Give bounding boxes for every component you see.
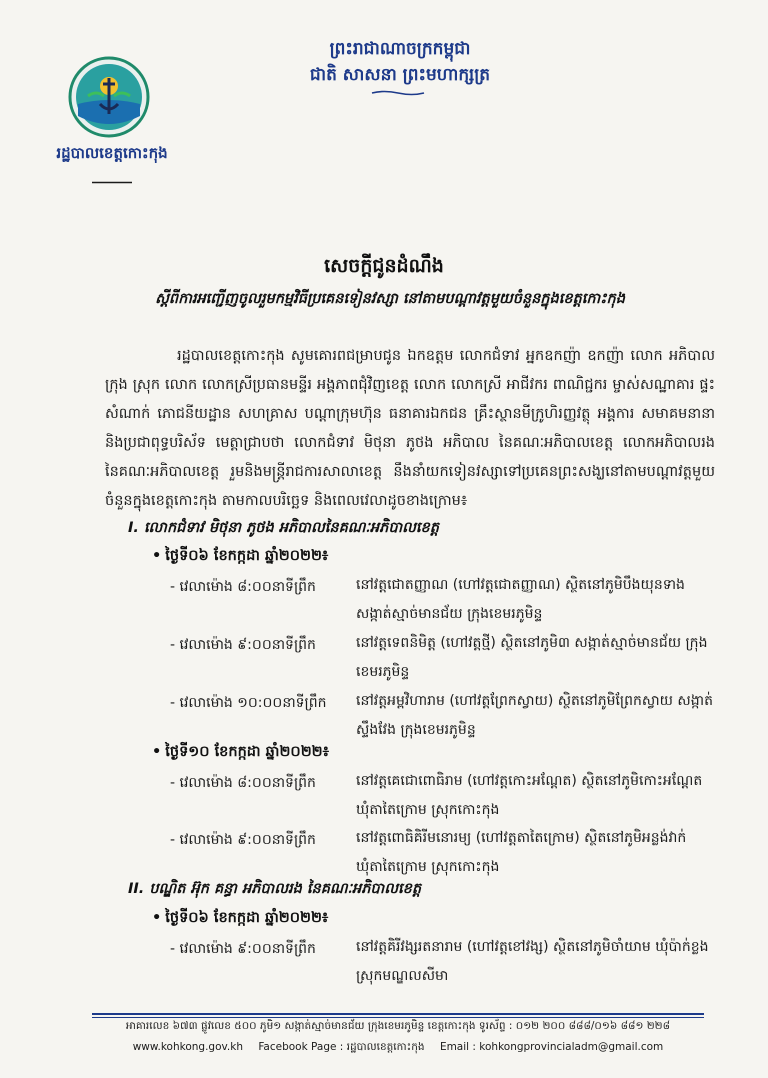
announcement-text: រដ្ឋបាលខេត្តកោះកុង សូមគោរពជម្រាបជូន ឯកឧត្តម លោកជំទាវ អ្នកឧកញ៉ា ឧកញ៉ា លោក អភិបាលក្រុង ស្រុក លោក លោកស្រីប្រធានមន្ទីរ អង្គភាពជុំវិញខេត្ត លោក លោកស្រី អាជីវករ ពាណិជ្ជករ ម្ចាស់សណ្ឋាគារ ផ្ទះសំណាក់ ភោជនីយដ្ឋាន សហគ្រាស បណ្តាក្រុមហ៊ុន ធនាគារឯកជន គ្រឹះស្ថានមីក្រូហិរញ្ញវត្ថុ អង្គការ សមាគមនានា និងប្រជាពុទ្ធបរិស័ទ មេត្តាជ្រាបថា លោកជំទាវ មិថុនា ភូថង អភិបាល នៃគណៈអភិបាលខេត្ត លោកអភិបាលរង នៃគណៈអភិបាលខេត្ត រួមនិងមន្ត្រីរាជការសាលាខេត្ត នឹងនាំយកទៀនវស្សាទៅប្រគេនព្រះសង្ឃនៅតាមបណ្តាវត្តមួយចំនួនក្នុងខេត្តកោះកុង តាមកាលបរិច្ឆេទ និងពេលវេលាដូចខាងក្រោម៖	[105, 348, 715, 509]
date-line	[152, 547, 328, 568]
footer-website-link[interactable]: www.kohkong.gov.kh	[132, 1041, 243, 1053]
slot-place: នៅវត្តជោតញ្ញាណ (ហៅវត្តជោតញ្ញាណ) ស្ថិតនៅភូមិបឹងយុនទាង សង្កាត់ស្មាច់មានជ័យ ក្រុងខេមរភូមិន្ទ	[356, 577, 685, 622]
slot-place: នៅវត្តគេជោពោធិរាម (ហៅវត្តកោះអណ្តែត) ស្ថិតនៅភូមិកោះអណ្តែត ឃុំតាតៃក្រោម ស្រុកកោះកុង	[356, 773, 703, 818]
slot-time: - វេលាម៉ោង ៩:០០នាទីព្រឹក	[170, 832, 316, 848]
footer-facebook: Facebook Page : រដ្ឋបាលខេត្តកោះកុង	[258, 1041, 425, 1053]
kingdom-heading: ព្រះរាជាណាចក្រកម្ពុជា	[329, 39, 471, 59]
slot-place: នៅវត្តពោធិគិរីមនោរម្យ (ហៅវត្តតាតៃក្រោម) ស្ថិតនៅភូមិអន្លង់វាក់ ឃុំតាតៃក្រោម ស្រុកកោះកុង	[356, 830, 687, 875]
announcement-body	[105, 342, 715, 516]
slot-time: - វេលាម៉ោង ៨:០០នាទីព្រឹក	[170, 579, 316, 595]
office-ornament-icon	[90, 180, 134, 185]
date-text: ថ្ងៃទី០៦ ខែកក្កដា ឆ្នាំ២០២២៖	[165, 548, 329, 564]
section-heading: II. បណ្ឌិត អ៊ុក គន្ធា អភិបាលរង នៃគណៈអភិបាលខេត្ត	[128, 881, 422, 897]
date-text: ថ្ងៃទី០៦ ខែកក្កដា ឆ្នាំ២០២២៖	[165, 910, 329, 926]
bullet-icon: •	[152, 744, 162, 760]
footer-address: អាគារលេខ ៦៧៣ ផ្លូវលេខ ៥០០ ភូមិ១ សង្កាត់ស្មាច់មានជ័យ ក្រុងខេមរភូមិន្ទ ខេត្តកោះកុង ទូរស័ព្ទ : ០១២ ២០០ ៨៨៨/០១៦ ៨៨១ ២២៨	[125, 1020, 671, 1032]
footer-divider-thin	[92, 1017, 704, 1018]
bullet-icon: •	[152, 548, 162, 564]
footer-email[interactable]: Email : kohkongprovincialadm@gmail.com	[439, 1041, 664, 1053]
slot-time: - វេលាម៉ោង ៩:០០នាទីព្រឹក	[170, 941, 316, 957]
footer-contacts	[92, 1041, 704, 1056]
national-motto: ជាតិ សាសនា ព្រះមហាក្សត្រ	[309, 65, 491, 85]
office-name: រដ្ឋបាលខេត្តកោះកុង	[56, 144, 168, 162]
footer-divider	[92, 1013, 704, 1015]
provincial-seal-logo	[68, 56, 150, 138]
slot-place: នៅវត្តទេពនិមិត្ត (ហៅវត្តថ្មី) ស្ថិតនៅភូមិ៣ សង្កាត់ស្មាច់មានជ័យ ក្រុងខេមរភូមិន្ទ	[356, 635, 708, 680]
motto-ornament-icon	[370, 90, 426, 96]
slot-place: នៅវត្តអម្ពវិហារាម (ហៅវត្តព្រែកស្វាយ) ស្ថិតនៅភូមិព្រែកស្វាយ សង្កាត់ស្ទឹងវែង ក្រុងខេមរភូមិន្ទ	[356, 693, 713, 738]
date-line	[152, 743, 329, 764]
slot-place: នៅវត្តគិរីវង្សរតនារាម (ហៅវត្តខៅវង្ស) ស្ថិតនៅភូមិចាំយាម ឃុំប៉ាក់ខ្លង ស្រុកមណ្ឌលសីមា	[356, 939, 709, 984]
section-heading: I. លោកជំទាវ មិថុនា ភូថង អភិបាលនៃគណៈអភិបាលខេត្ត	[128, 520, 439, 536]
date-line	[152, 909, 328, 930]
document-title: សេចក្តីជូនដំណឹង	[324, 255, 444, 277]
document-subject: ស្តីពីការអញ្ជើញចូលរួមកម្មវិធីប្រគេនទៀនវស្សា នៅតាមបណ្តាវត្តមួយចំនួនក្នុងខេត្តកោះកុង	[155, 291, 625, 307]
date-text: ថ្ងៃទី១០ ខែកក្កដា ឆ្នាំ២០២២៖	[165, 744, 330, 760]
slot-time: - វេលាម៉ោង ៨:០០នាទីព្រឹក	[170, 775, 316, 791]
slot-time: - វេលាម៉ោង ៩:០០នាទីព្រឹក	[170, 637, 316, 653]
bullet-icon: •	[152, 910, 162, 926]
slot-time: - វេលាម៉ោង ១០:០០នាទីព្រឹក	[170, 695, 327, 711]
